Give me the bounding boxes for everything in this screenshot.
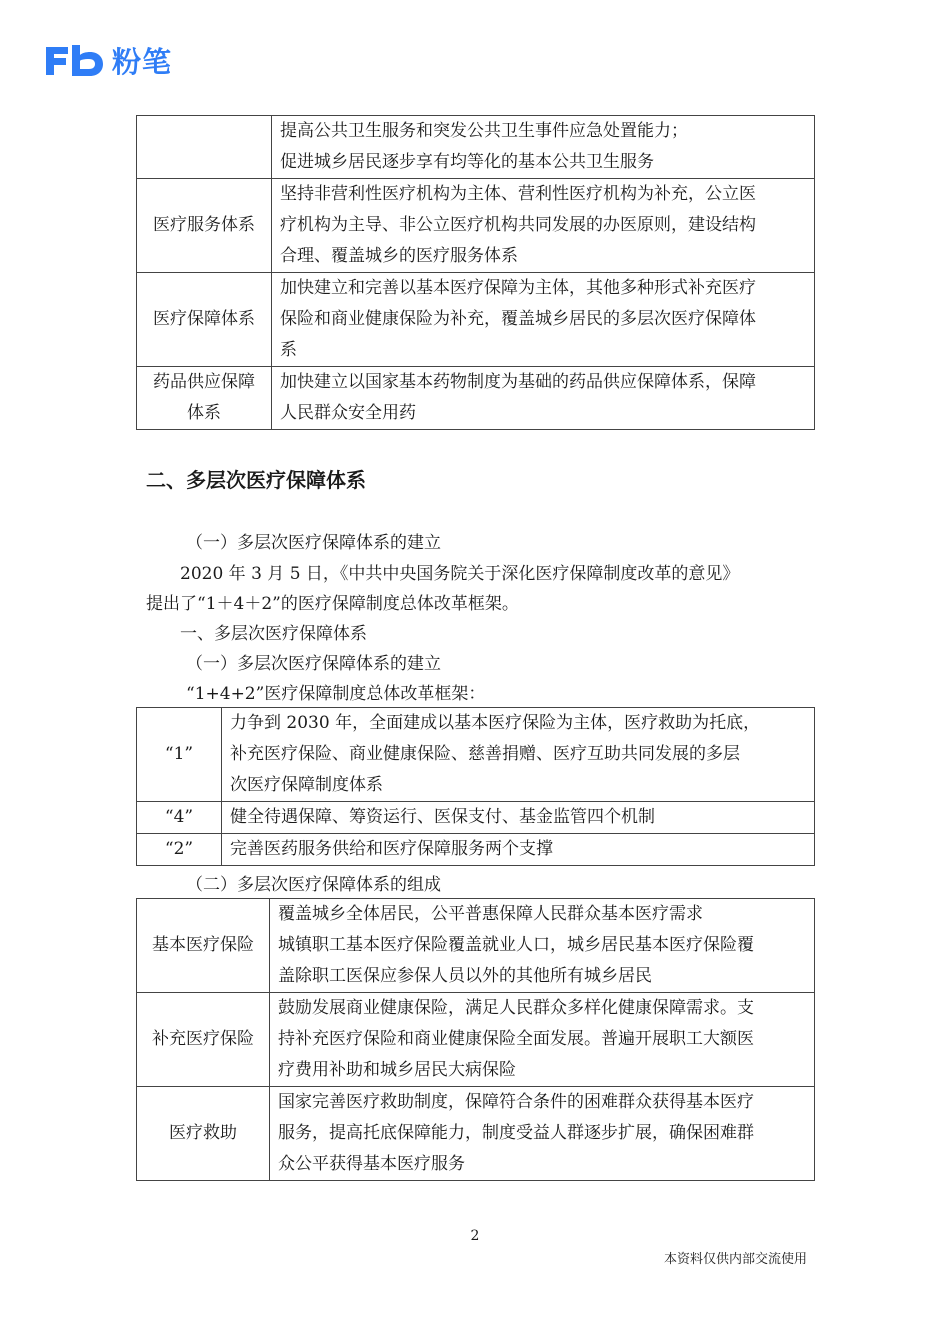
row-key: “1”	[137, 708, 222, 802]
table-row	[137, 834, 815, 866]
footer-note: 本资料仅供内部交流使用	[663, 1252, 807, 1267]
line: 合理、覆盖城乡的医疗服务体系	[280, 246, 518, 266]
line: 促进城乡居民逐步享有均等化的基本公共卫生服务	[280, 152, 654, 172]
row-key: “4”	[137, 802, 222, 834]
paragraph-line: 2020 年 3 月 5 日，《中共中央国务院关于深化医疗保障制度改革的意见》	[180, 564, 740, 584]
line: 加快建立和完善以基本医疗保障为主体，其他多种形式补充医疗	[280, 278, 756, 298]
brand-logo	[42, 40, 172, 80]
row-key: 医疗救助	[137, 1087, 270, 1181]
subheading: （二）多层次医疗保障体系的组成	[186, 875, 441, 895]
table-row	[137, 116, 815, 179]
line: 体系	[187, 403, 221, 423]
row-key: 医疗保障体系	[137, 273, 272, 367]
row-key	[137, 116, 272, 179]
table-row	[137, 1087, 815, 1181]
row-key: 补充医疗保险	[137, 993, 270, 1087]
line: 提高公共卫生服务和突发公共卫生事件应急处置能力；	[280, 121, 688, 141]
logo-text: 粉笔	[112, 44, 173, 79]
line: 完善医药服务供给和医疗保障服务两个支撑	[230, 839, 553, 859]
page-number: 2	[470, 1228, 480, 1244]
line: 持补充医疗保险和商业健康保险全面发展。普遍开展职工大额医	[278, 1029, 754, 1049]
composition-table	[136, 898, 815, 1181]
row-value	[222, 802, 815, 834]
line: 疗费用补助和城乡居民大病保险	[278, 1060, 516, 1080]
line: 众公平获得基本医疗服务	[278, 1154, 465, 1174]
row-key: 医疗服务体系	[137, 179, 272, 273]
row-value	[222, 834, 815, 866]
row-value	[272, 116, 815, 179]
line: 次医疗保障制度体系	[230, 775, 383, 795]
line: 国家完善医疗救助制度，保障符合条件的困难群众获得基本医疗	[278, 1092, 754, 1112]
line: 加快建立以国家基本药物制度为基础的药品供应保障体系，保障	[280, 372, 756, 392]
line: 力争到 2030 年，全面建成以基本医疗保险为主体，医疗救助为托底，	[230, 713, 761, 733]
row-value	[270, 899, 815, 993]
row-key	[137, 367, 272, 430]
table-row	[137, 179, 815, 273]
paragraph-line: 一、多层次医疗保障体系	[180, 624, 367, 644]
table-row	[137, 802, 815, 834]
line: 系	[280, 340, 297, 360]
line: 服务，提高托底保障能力，制度受益人群逐步扩展，确保困难群	[278, 1123, 754, 1143]
subheading: （一）多层次医疗保障体系的建立	[186, 533, 441, 553]
table-row	[137, 273, 815, 367]
row-value	[222, 708, 815, 802]
line: 鼓励发展商业健康保险，满足人民群众多样化健康保障需求。支	[278, 998, 754, 1018]
health-system-table	[136, 115, 815, 430]
table-row	[137, 899, 815, 993]
framework-table	[136, 707, 815, 866]
row-key: 基本医疗保险	[137, 899, 270, 993]
line: 城镇职工基本医疗保险覆盖就业人口，城乡居民基本医疗保险覆	[278, 935, 754, 955]
paragraph-line: 提出了“1＋4＋2”的医疗保障制度总体改革框架。	[146, 594, 519, 614]
section-heading: 二、多层次医疗保障体系	[146, 468, 366, 492]
line: 人民群众安全用药	[280, 403, 416, 423]
row-value	[272, 179, 815, 273]
line: 健全待遇保障、筹资运行、医保支付、基金监管四个机制	[230, 807, 655, 827]
row-value	[272, 367, 815, 430]
subheading: （一）多层次医疗保障体系的建立	[186, 654, 441, 674]
paragraph-line: “1+4+2”医疗保障制度总体改革框架：	[186, 684, 486, 704]
line: 保险和商业健康保险为补充，覆盖城乡居民的多层次医疗保障体	[280, 309, 756, 329]
row-value	[270, 993, 815, 1087]
table-row	[137, 367, 815, 430]
row-value	[270, 1087, 815, 1181]
line: 药品供应保障	[153, 372, 255, 392]
row-value	[272, 273, 815, 367]
line: 覆盖城乡全体居民，公平普惠保障人民群众基本医疗需求	[278, 904, 703, 924]
line: 补充医疗保险、商业健康保险、慈善捐赠、医疗互助共同发展的多层	[230, 744, 740, 764]
line: 盖除职工医保应参保人员以外的其他所有城乡居民	[278, 966, 652, 986]
fb-logo-icon	[42, 41, 106, 79]
line: 坚持非营利性医疗机构为主体、营利性医疗机构为补充，公立医	[280, 184, 756, 204]
table-row	[137, 993, 815, 1087]
line: 疗机构为主导、非公立医疗机构共同发展的办医原则，建设结构	[280, 215, 756, 235]
row-key: “2”	[137, 834, 222, 866]
table-row	[137, 708, 815, 802]
